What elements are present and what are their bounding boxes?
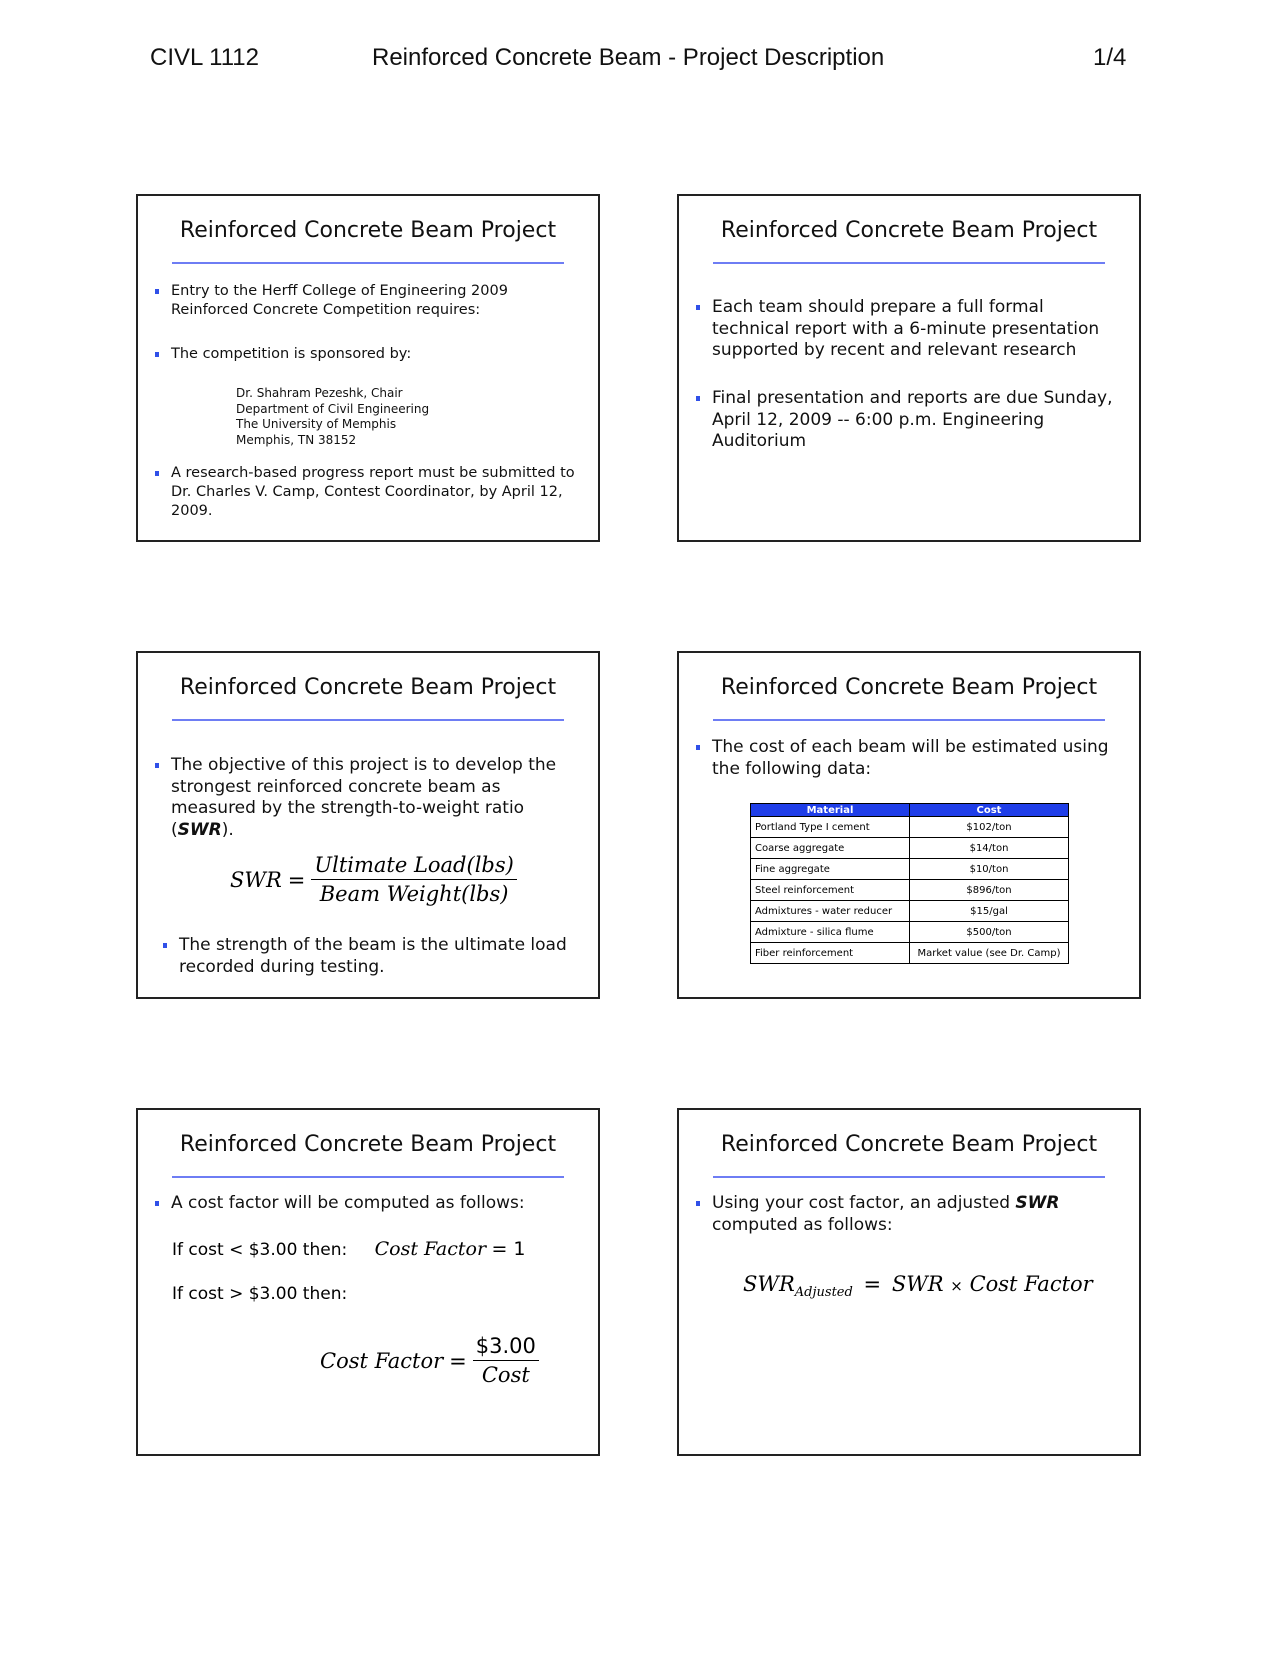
formula-eq: = [287,867,306,892]
bullet: Each team should prepare a full formal technical report with a 6-minute presentation supported by recent and relevant research [695,297,1125,362]
formula-subscript: Adjusted [794,1285,853,1301]
formula-denominator: Cost [481,1363,530,1387]
swr-abbrev: SWR [1015,1193,1060,1213]
cost-cell: $10/ton [910,859,1069,880]
slide-title: Reinforced Concrete Beam Project [179,675,557,700]
bullet: The cost of each beam will be estimated using the following data: [695,737,1125,780]
cost-cell: $15/gal [910,901,1069,922]
bullet: A cost factor will be computed as follows: [154,1193,584,1215]
material-cell: Portland Type I cement [751,817,910,838]
formula-numerator: $3.00 [473,1334,539,1361]
cost-factor-value: = 1 [491,1238,526,1260]
title-rule [713,1176,1105,1178]
material-cell: Fine aggregate [751,859,910,880]
swr-abbrev: SWR [177,819,222,840]
formula-eq: = [449,1348,467,1373]
bullet [695,1193,1125,1236]
title-rule [172,719,564,721]
title-rule [713,262,1105,264]
formula-denominator: Beam Weight(lbs) [319,882,509,906]
title-rule [172,262,564,264]
formula-lhs: SWR [743,1272,795,1296]
title-rule [172,1176,564,1178]
page-number: 1/4 [1093,44,1127,71]
slide-title: Reinforced Concrete Beam Project [179,1132,557,1157]
table-row [751,817,1069,838]
slide-1 [136,194,600,542]
table-row [751,922,1069,943]
bullet: Entry to the Herff College of Engineering 2009 Reinforced Concrete Competition requires: [154,282,584,320]
cost-condition-1 [172,1238,526,1260]
table-row [751,859,1069,880]
header-cost: Cost [910,804,1069,817]
bullet-text-end: computed as follows: [712,1214,893,1235]
bullet-text: The objective of this project is to develop the strongest reinforced concrete beam as measured by the strength-to-weight ratio ( [171,755,557,840]
address-line: Memphis, TN 38152 [236,432,357,447]
bullet: The competition is sponsored by: [154,345,584,364]
bullet: Final presentation and reports are due Sunday, April 12, 2009 -- 6:00 p.m. Engineering Auditorium [695,388,1125,453]
swr-formula [230,853,517,906]
bullet-text-end: ). [221,819,234,840]
material-cell: Admixture - silica flume [751,922,910,943]
material-cell: Fiber reinforcement [751,943,910,964]
slide-title: Reinforced Concrete Beam Project [720,675,1098,700]
formula-lhs: Cost Factor [320,1348,444,1373]
formula-rhs-swr: SWR [891,1272,944,1296]
title-rule [713,719,1105,721]
condition-text: If cost < $3.00 then: [172,1240,348,1260]
slide-4 [677,651,1141,999]
adjusted-swr-formula [743,1272,1093,1300]
sponsor-address [236,386,429,448]
bullet [154,755,584,841]
address-line: The University of Memphis [236,417,397,431]
slide-title: Reinforced Concrete Beam Project [179,218,557,243]
formula-numerator: Ultimate Load(lbs) [311,853,516,880]
slide-5 [136,1108,600,1456]
bullet-text: Using your cost factor, an adjusted [712,1193,1016,1213]
cost-table [750,803,1069,964]
bullet: The strength of the beam is the ultimate load recorded during testing. [162,935,584,978]
cost-cell: Market value (see Dr. Camp) [910,943,1069,964]
material-cell: Steel reinforcement [751,880,910,901]
cost-factor-formula [320,1334,539,1387]
formula-times: × [950,1277,963,1295]
address-line: Department of Civil Engineering [236,401,430,416]
address-line: Dr. Shahram Pezeshk, Chair [236,386,403,400]
cost-cell: $14/ton [910,838,1069,859]
header-material: Material [751,804,910,817]
formula-rhs-cost-factor: Cost Factor [969,1272,1093,1296]
slide-title: Reinforced Concrete Beam Project [720,218,1098,243]
slide-6 [677,1108,1141,1456]
bullet: A research-based progress report must be submitted to Dr. Charles V. Camp, Contest Coordinator, by April 12, 2009. [154,464,584,521]
slide-3 [136,651,600,999]
material-cell: Admixtures - water reducer [751,901,910,922]
table-header-row [751,804,1069,817]
cost-cell: $102/ton [910,817,1069,838]
cost-factor-label: Cost Factor [374,1238,487,1260]
material-cell: Coarse aggregate [751,838,910,859]
table-row [751,838,1069,859]
formula-lhs: SWR [230,867,282,892]
table-row [751,880,1069,901]
slide-2 [677,194,1141,542]
cost-cell: $896/ton [910,880,1069,901]
course-code: CIVL 1112 [150,44,259,71]
table-row [751,901,1069,922]
cost-condition-2: If cost > $3.00 then: [172,1284,348,1304]
formula-eq: = [863,1272,882,1296]
document-title: Reinforced Concrete Beam - Project Description [372,44,885,71]
cost-cell: $500/ton [910,922,1069,943]
slide-title: Reinforced Concrete Beam Project [720,1132,1098,1157]
table-row [751,943,1069,964]
